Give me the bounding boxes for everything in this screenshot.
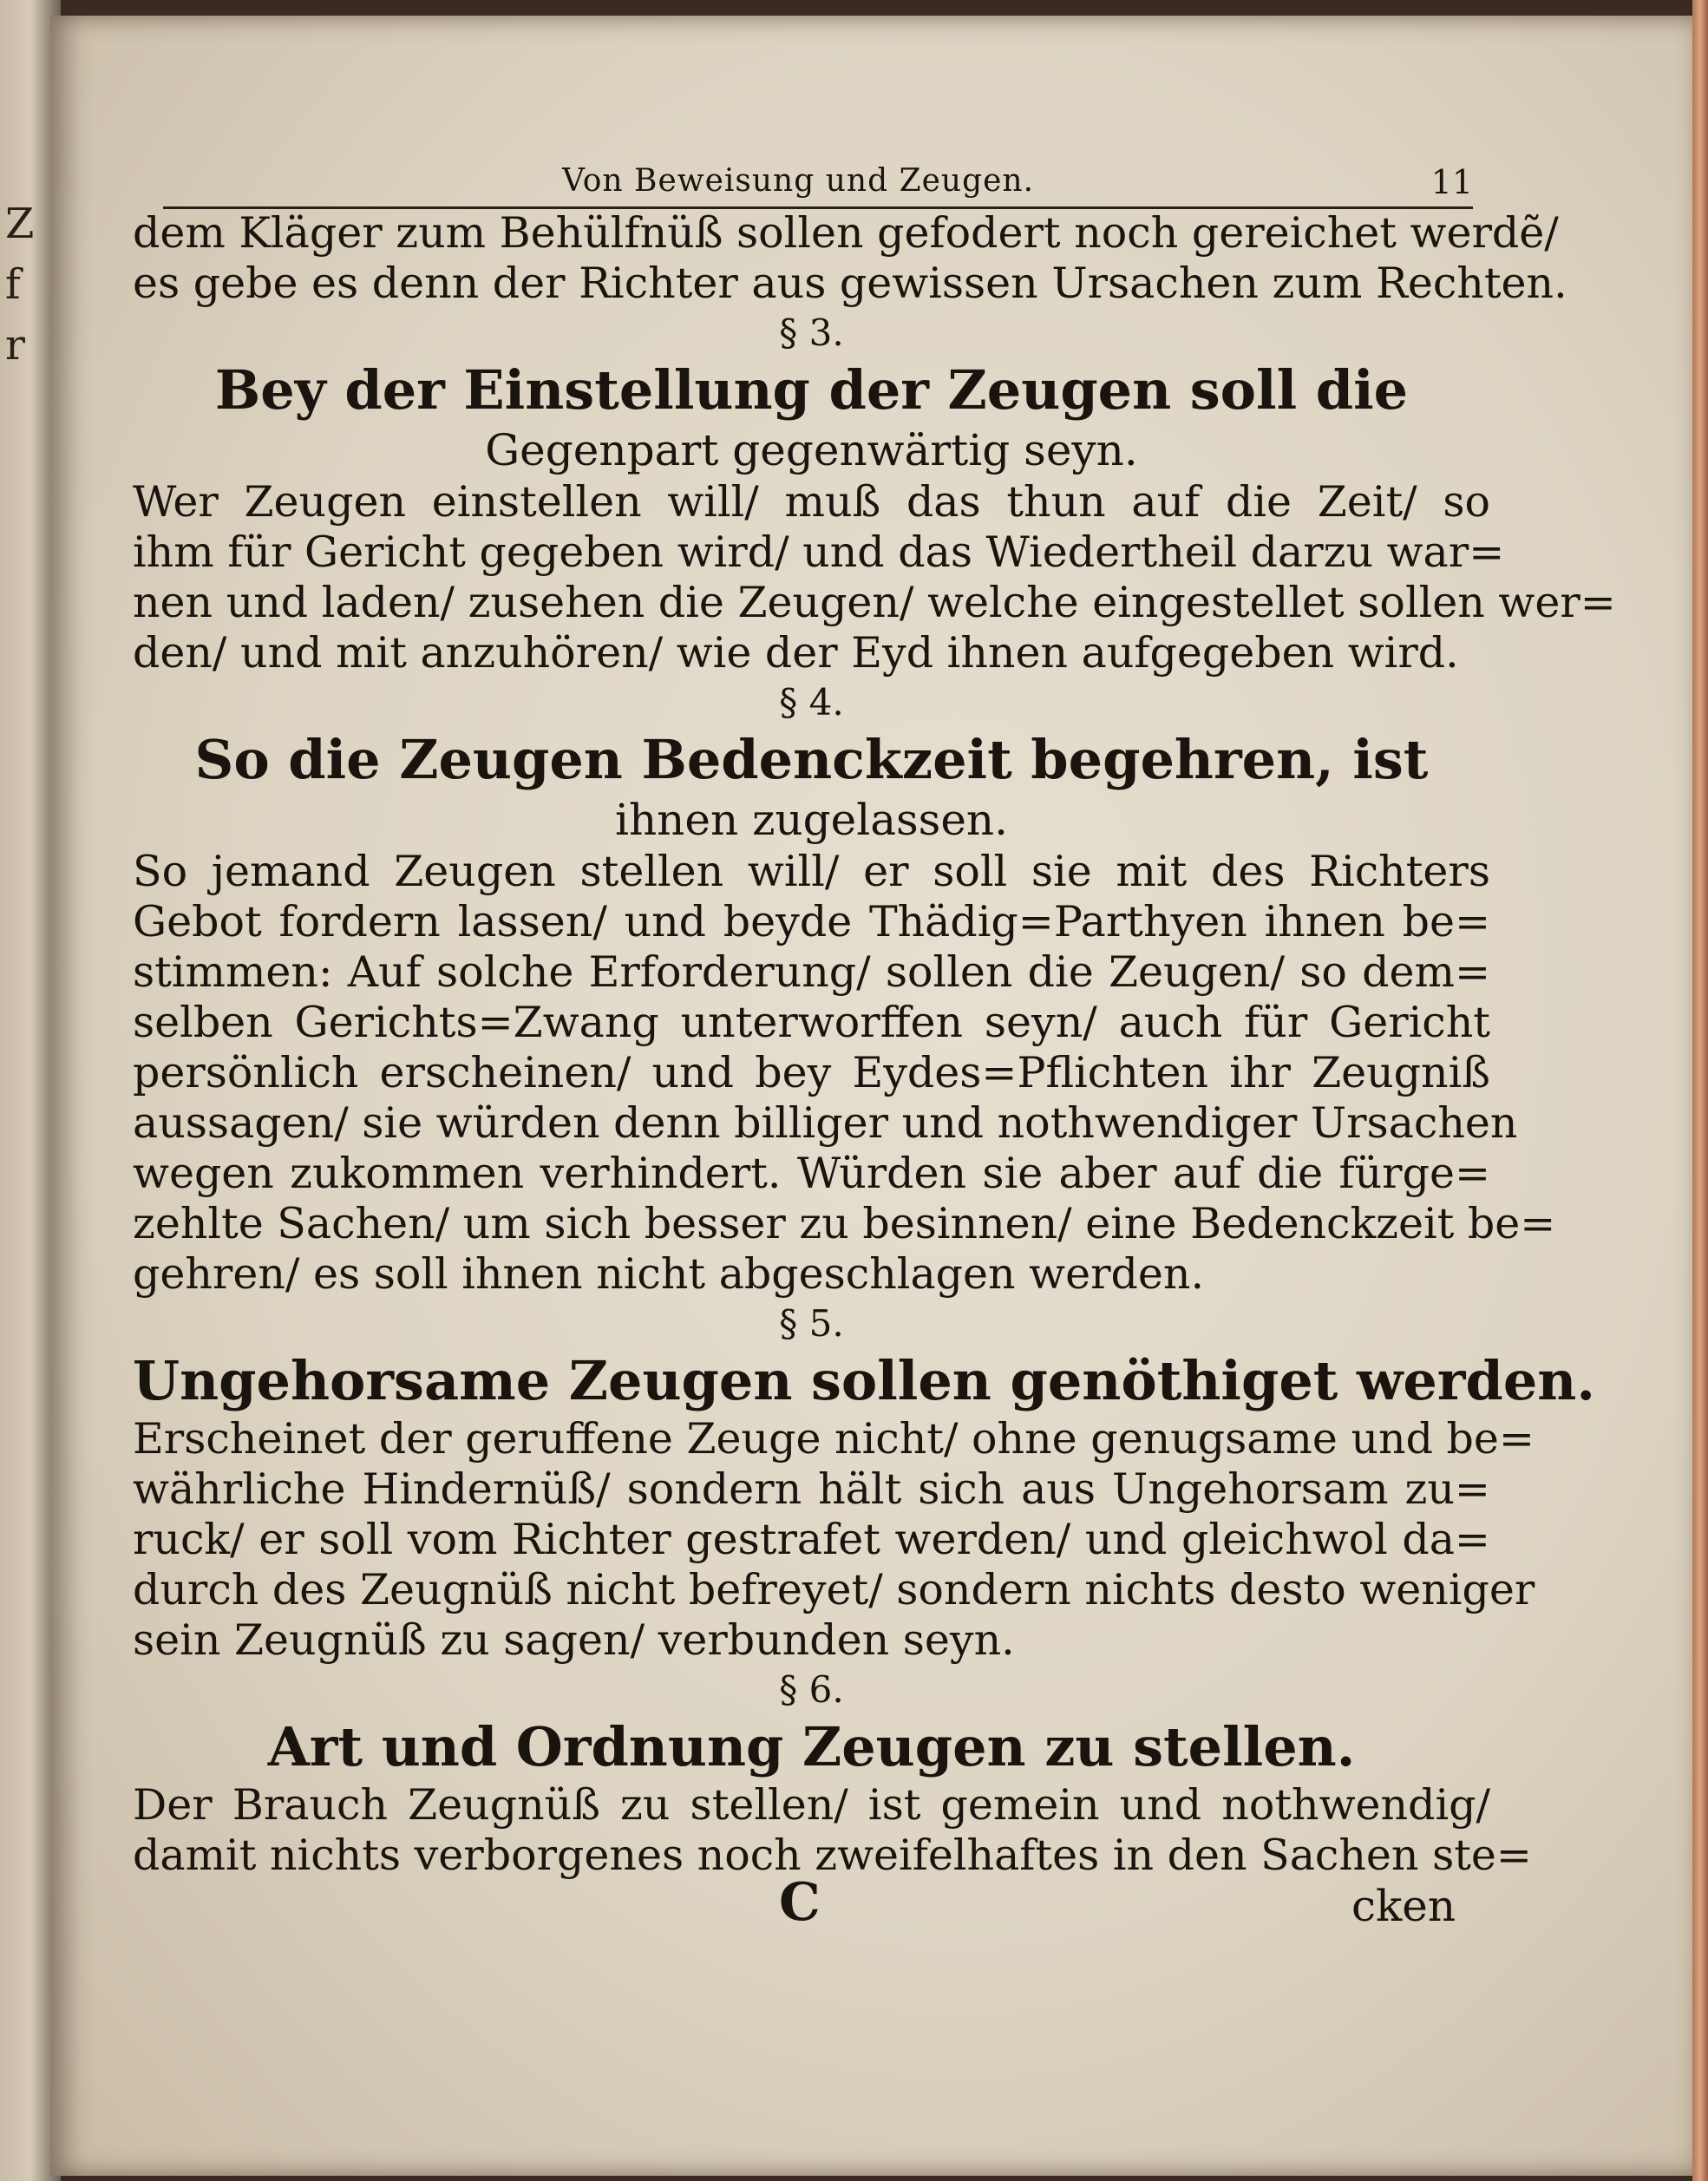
page-body [133,208,1616,1881]
book-cover-edge [1692,0,1708,2181]
text-line: sein Zeugnüß zu sagen/ verbunden seyn. [133,1615,1015,1665]
side-mark: f [5,260,21,309]
running-head: Von Beweisung und Zeugen. [562,163,1035,199]
text-line: währliche Hindernüß/ sondern hält sich aus Ungehorsam zu= [133,1464,1490,1514]
section-heading: Ungehorsame Zeugen sollen genöthiget werden. [133,1349,1595,1412]
text-line: Gebot fordern lassen/ und beyde Thädig=Parthyen ihnen be= [133,897,1490,946]
catchword: cken [1351,1881,1456,1931]
side-mark: r [5,321,25,370]
text-line: nen und laden/ zusehen die Zeugen/ welche eingestellet sollen wer= [133,578,1616,627]
section-number: § 3. [779,311,844,354]
section-number: § 4. [779,681,844,724]
section-heading: So die Zeugen Bedenckzeit begehren, ist [194,728,1429,791]
section-number: § 5. [779,1302,844,1345]
text-line: ruck/ er soll vom Richter gestrafet werden/ und gleichwol da= [133,1515,1490,1564]
text-line: Der Brauch Zeugnüß zu stellen/ ist gemein und nothwendig/ [133,1780,1490,1830]
text-line: Erscheinet der geruffene Zeuge nicht/ ohne genugsame und be= [133,1414,1535,1464]
text-line: durch des Zeugnüß nicht befreyet/ sondern nichts desto weniger [133,1565,1535,1614]
text-line: aussagen/ sie würden denn billiger und nothwendiger Ursachen [133,1098,1518,1148]
book-page [50,16,1698,2176]
text-line: gehren/ es soll ihnen nicht abgeschlagen werden. [133,1249,1205,1299]
section-heading: Art und Ordnung Zeugen zu stellen. [267,1715,1356,1778]
text-line: zehlte Sachen/ um sich besser zu besinnen/ eine Bedenckzeit be= [133,1199,1556,1248]
text-line: den/ und mit anzuhören/ wie der Eyd ihnen aufgegeben wird. [133,628,1459,678]
text-line: So jemand Zeugen stellen will/ er soll sie mit des Richters [133,847,1490,896]
text-line: wegen zukommen verhindert. Würden sie aber auf die fürge= [133,1149,1490,1198]
text-line: dem Kläger zum Behülfnüß sollen gefodert noch gereichet werdẽ/ [133,208,1559,258]
side-mark: Z [5,200,35,248]
signature-mark: C [779,1872,821,1933]
text-line: ihm für Gericht gegeben wird/ und das Wiedertheil darzu war= [133,527,1505,577]
section-subheading: Gegenpart gegenwärtig seyn. [485,425,1138,475]
section-heading: Bey der Einstellung der Zeugen soll die [214,358,1409,422]
page-header [163,163,1473,209]
text-line: persönlich erscheinen/ und bey Eydes=Pflichten ihr Zeugniß [133,1048,1490,1097]
section-number: § 6. [779,1668,844,1711]
section-subheading: ihnen zugelassen. [614,795,1009,845]
text-line: Wer Zeugen einstellen will/ muß das thun auf die Zeit/ so [133,477,1490,527]
text-line: selben Gerichts=Zwang unterworffen seyn/ auch für Gericht [133,998,1490,1047]
text-line: stimmen: Auf solche Erforderung/ sollen die Zeugen/ so dem= [133,947,1490,997]
text-line: es gebe es denn der Richter aus gewissen Ursachen zum Rechten. [133,259,1567,308]
text-line: damit nichts verborgenes noch zweifelhaftes in den Sachen ste= [133,1831,1532,1880]
page-number: 11 [1430,163,1473,201]
